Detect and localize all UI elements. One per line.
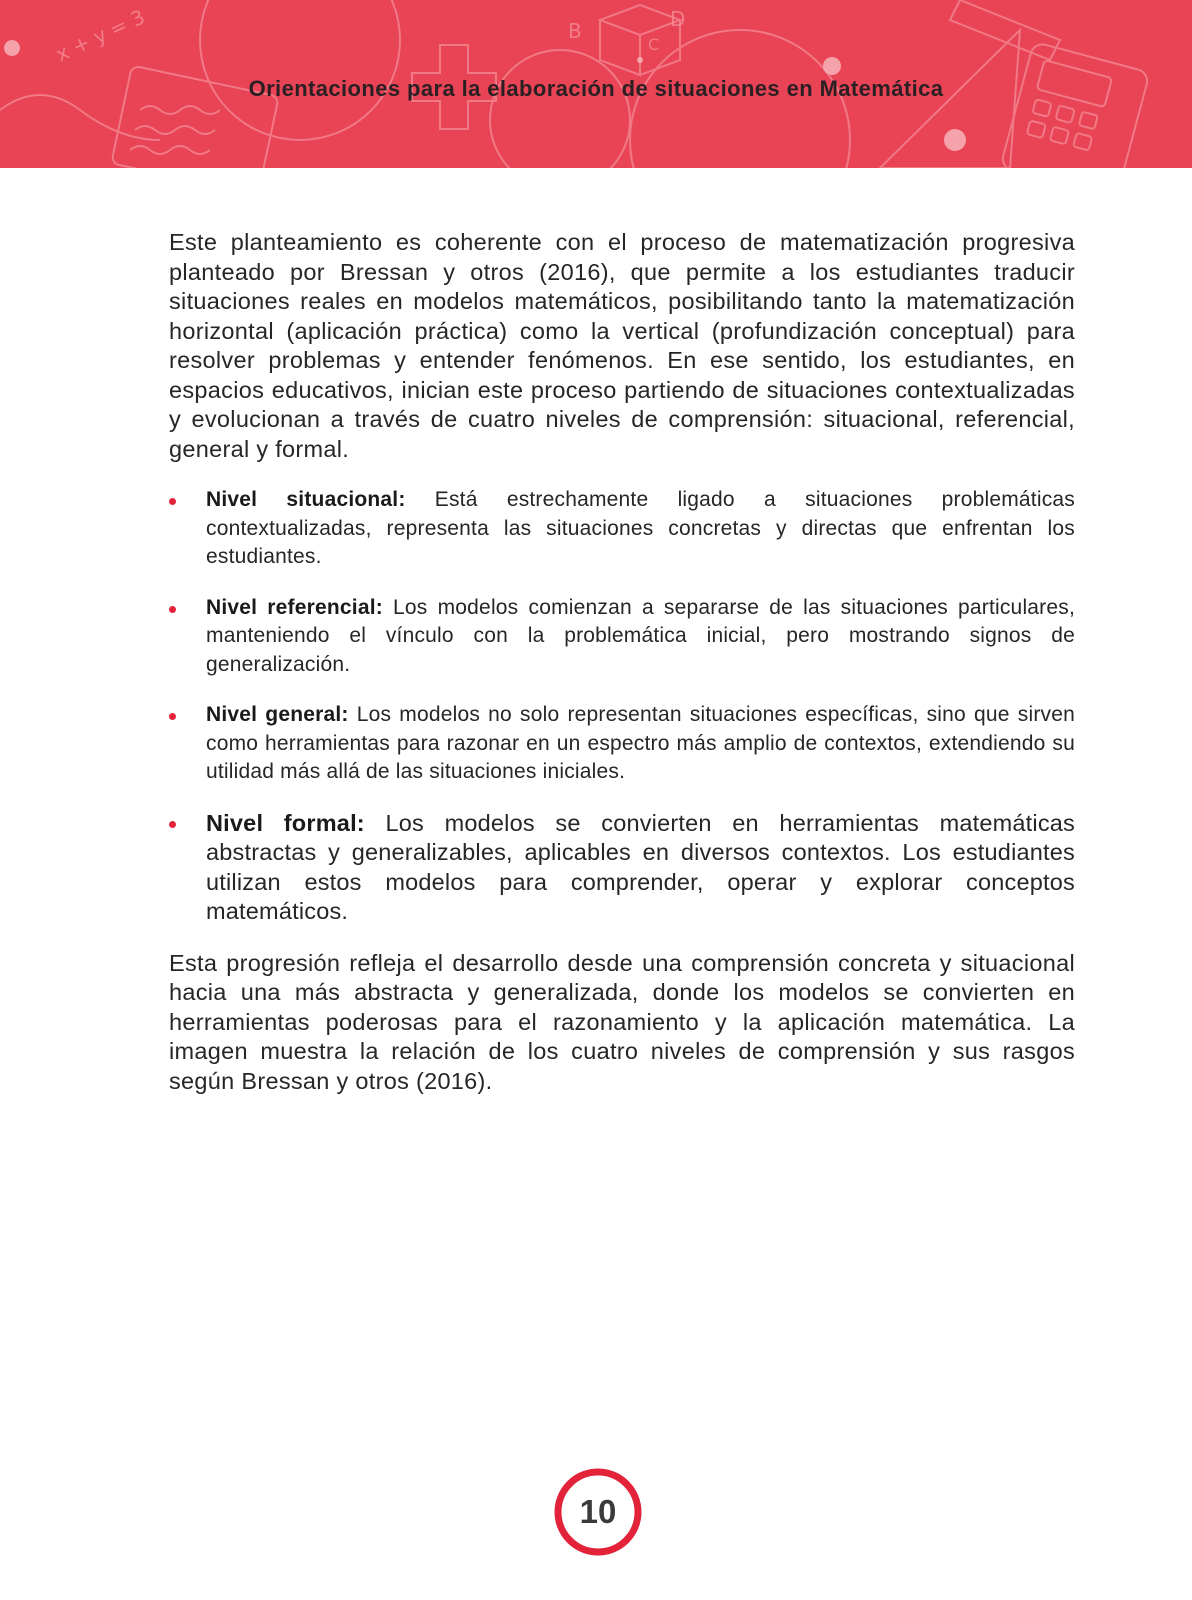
level-description: Los modelos se convierten en herramientas matemáticas abstractas y generalizables, aplicables en diversos contextos. Los estudiantes utilizan estos modelos para comprender, operar y explorar conceptos matemáticos. [206, 809, 1076, 924]
decor-calculator [1000, 42, 1150, 168]
decor-wave-2 [135, 126, 215, 134]
decor-wave-1 [140, 106, 220, 114]
decor-formula: x + y = 3 [51, 4, 149, 67]
intro-paragraph: Este planteamiento es coherente con el proceso de matematización progresiva planteado por Bressan y otros (2016), que permite a los estudiantes traducir situaciones reales en modelos matemáticos, posibilitando tanto la matematización horizontal (aplicación práctica) como la vertical (profundización conceptual) para resolver problemas y entender fenómenos. En ese sentido, los estudiantes, en espacios educativos, inician este proceso partiendo de situaciones contextualizadas y evolucionan a través de cuatro niveles de comprensión: situacional, referencial, general y formal. [169, 229, 1075, 462]
decor-wave-3 [130, 146, 210, 154]
level-term: Nivel formal: [206, 809, 365, 836]
running-header-title: Orientaciones para la elaboración de situaciones en Matemática [248, 76, 944, 101]
page-number-badge [554, 1468, 642, 1556]
bullet-dot [169, 713, 176, 720]
level-description: Está estrechamente ligado a situaciones problemáticas contextualizadas, representa las situaciones concretas y directas que enfrentan los estudiantes. [206, 488, 1075, 568]
decor-letter-d: D [670, 7, 686, 31]
decor-dot-3 [944, 129, 966, 151]
decor-dot-2 [823, 57, 841, 75]
decor-cube [600, 5, 680, 75]
level-description: Los modelos no solo representan situaciones específicas, sino que sirven como herramientas para razonar en un espectro más amplio de contextos, extendiendo su utilidad más allá de las situaciones iniciales. [206, 703, 1075, 783]
closing-paragraph: Esta progresión refleja el desarrollo desde una comprensión concreta y situacional hacia una más abstracta y generalizada, donde los modelos se convierten en herramientas poderosas para el razonamiento y la aplicación matemática. La imagen muestra la relación de los cuatro niveles de comprensión y sus rasgos según Bressan y otros (2016). [169, 949, 1075, 1094]
decor-letter-b: B [568, 19, 582, 43]
page-body [169, 228, 1075, 1096]
decor-ruler [950, 0, 1060, 60]
list-item-nivel-general [169, 701, 1075, 787]
level-term: Nivel referencial: [206, 595, 383, 619]
list-item-nivel-formal [169, 809, 1075, 927]
level-term: Nivel general: [206, 703, 349, 726]
bullet-dot [169, 821, 176, 828]
level-description: Los modelos comienzan a separarse de las situaciones particulares, manteniendo el vínculo con la problemática inicial, pero mostrando signos de generalización. [206, 595, 1075, 676]
decor-dot-1 [4, 40, 20, 56]
list-item-nivel-situacional [169, 486, 1075, 572]
decor-circle-1 [200, 0, 400, 140]
decor-circle-3 [490, 50, 630, 168]
bullet-dot [169, 606, 176, 613]
comprehension-levels-list [169, 486, 1075, 927]
bullet-dot [169, 498, 176, 505]
decor-letter-c: C [648, 35, 660, 54]
header-band [0, 0, 1192, 168]
page-number: 10 [579, 1493, 617, 1530]
list-item-nivel-referencial [169, 594, 1075, 680]
level-term: Nivel situacional: [206, 488, 406, 511]
